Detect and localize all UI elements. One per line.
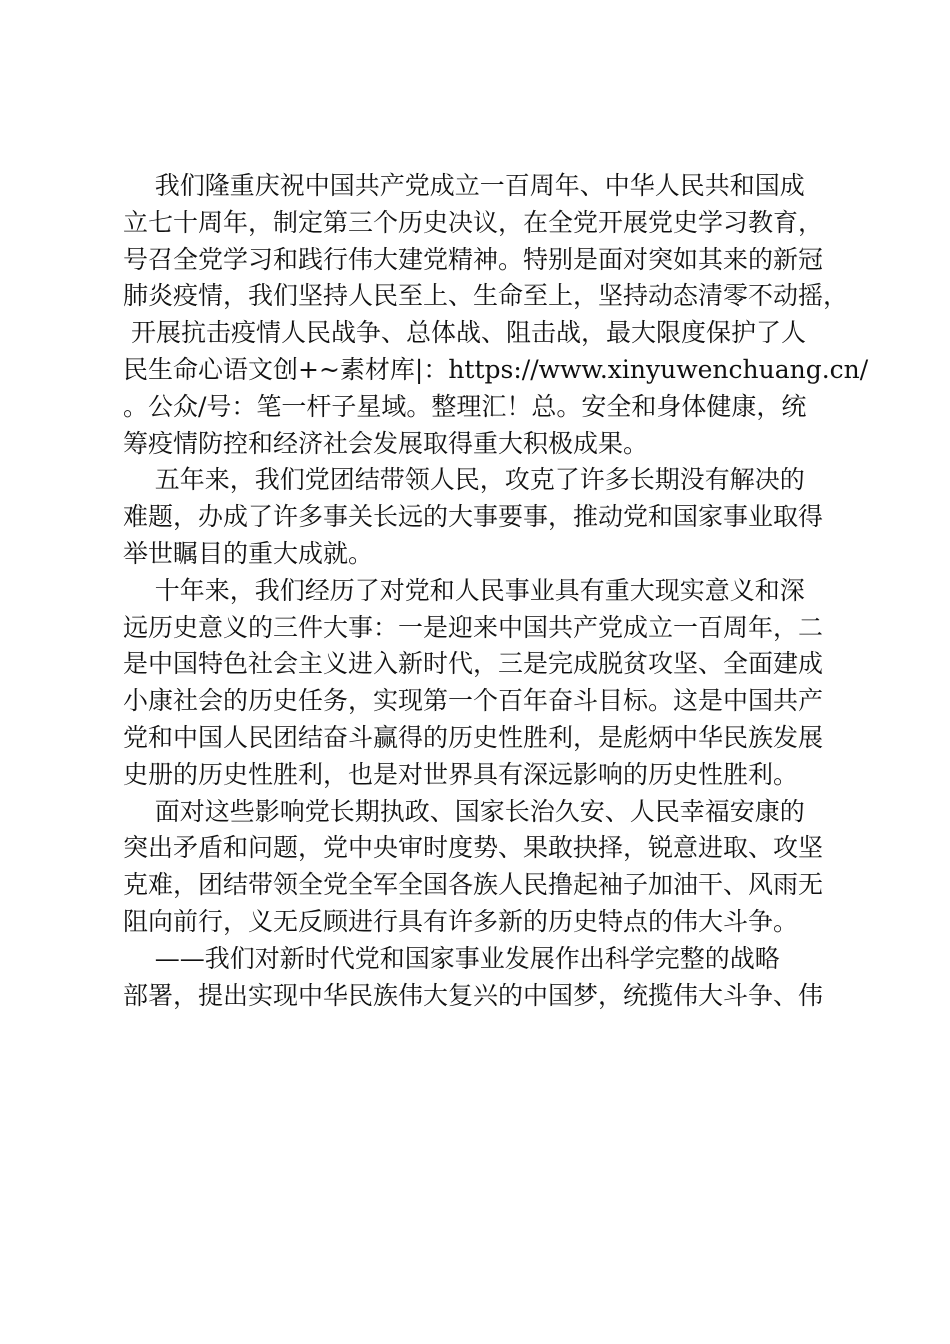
text-line: 面对这些影响党长期执政、国家长治久安、人民幸福安康的: [123, 796, 805, 826]
text-line: 。公众/号：笔一杆子星域。整理汇！总。安全和身体健康，统: [123, 391, 807, 421]
text-line: 筹疫情防控和经济社会发展取得重大积极成果。: [123, 428, 649, 458]
paragraph-2: [123, 462, 843, 572]
paragraph-5: [123, 941, 843, 1015]
text-line: 史册的历史性胜利，也是对世界具有深远影响的历史性胜利。: [123, 759, 799, 789]
text-line: 开展抗击疫情人民战争、总体战、阻击战，最大限度保护了人: [123, 318, 806, 348]
text-line: 五年来，我们党团结带领人民，攻克了许多长期没有解决的: [123, 465, 805, 495]
text-line: 号召全党学习和践行伟大建党精神。特别是面对突如其来的新冠: [123, 244, 824, 274]
document-body: [123, 168, 869, 1014]
text-line: 部署，提出实现中华民族伟大复兴的中国梦，统揽伟大斗争、伟: [123, 980, 824, 1010]
text-line: 我们隆重庆祝中国共产党成立一百周年、中华人民共和国成: [123, 171, 805, 200]
text-line: 突出矛盾和问题，党中央审时度势、果敢抉择，锐意进取、攻坚: [123, 833, 824, 863]
text-line: 是中国特色社会主义进入新时代，三是完成脱贫攻坚、全面建成: [123, 649, 824, 679]
text-line: 远历史意义的三件大事：一是迎来中国共产党成立一百周年，二: [123, 612, 824, 642]
text-line: 十年来，我们经历了对党和人民事业具有重大现实意义和深: [123, 575, 805, 605]
text-line: 肺炎疫情，我们坚持人民至上、生命至上，坚持动态清零不动摇，: [123, 281, 849, 311]
text-line: 阻向前行，义无反顾进行具有许多新的历史特点的伟大斗争。: [123, 906, 799, 936]
text-line: 克难，团结带领全党全军全国各族人民撸起袖子加油干、风雨无: [123, 870, 824, 900]
text-line: 民生命心语文创+~素材库|：https://www.xinyuwenchuang.cn/: [123, 354, 869, 384]
text-line: 党和中国人民团结奋斗赢得的历史性胜利，是彪炳中华民族发展: [123, 722, 824, 752]
text-line: 举世瞩目的重大成就。: [123, 538, 374, 568]
text-line: 立七十周年，制定第三个历史决议，在全党开展党史学习教育，: [123, 207, 824, 237]
text-line: 难题，办成了许多事关长远的大事要事，推动党和国家事业取得: [123, 502, 824, 532]
paragraph-3: [123, 573, 843, 794]
paragraph-4: [123, 794, 843, 941]
text-line: ——我们对新时代党和国家事业发展作出科学完整的战略: [123, 943, 780, 973]
text-line: 小康社会的历史任务，实现第一个百年奋斗目标。这是中国共产: [123, 686, 824, 716]
paragraph-1: [123, 168, 869, 462]
